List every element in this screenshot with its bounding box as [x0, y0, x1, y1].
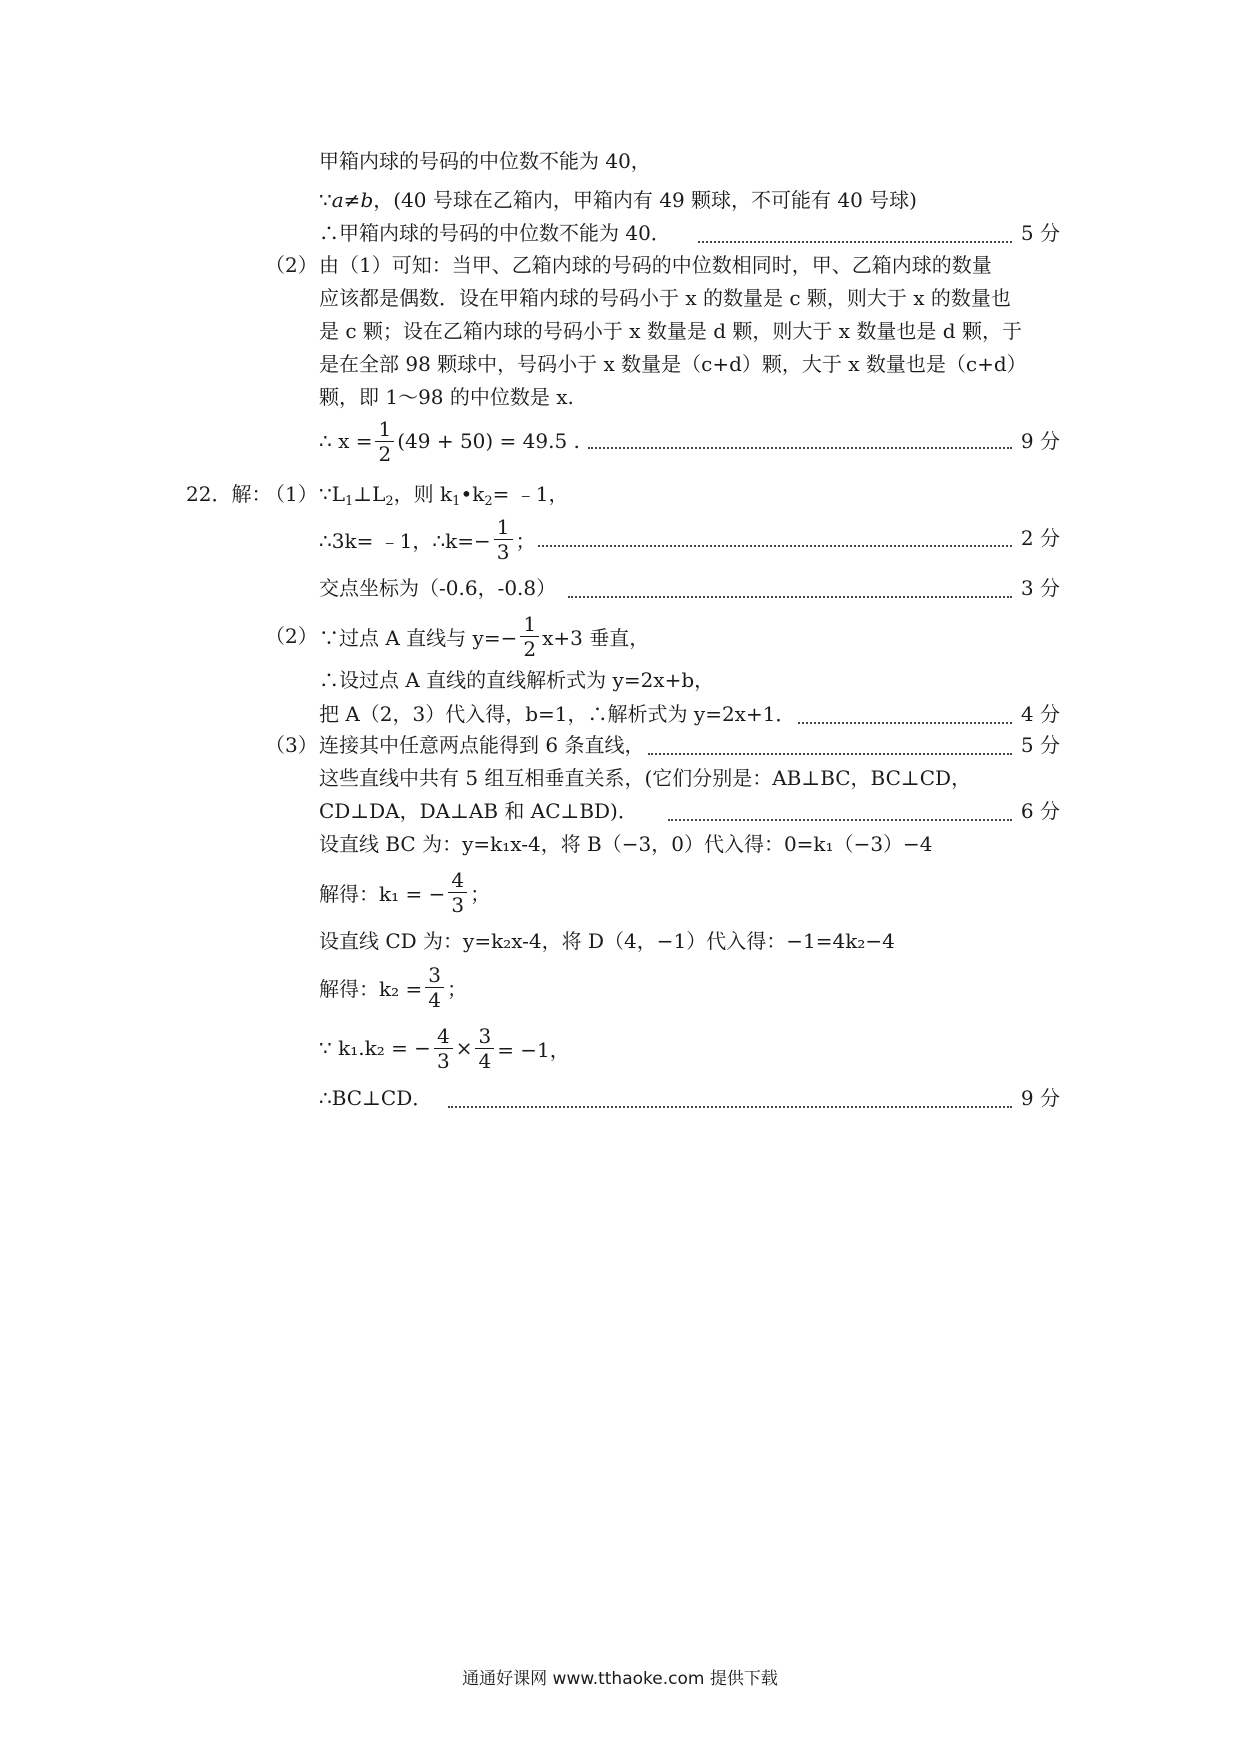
dot-leader	[668, 819, 1012, 821]
score-mark: 2 分	[1020, 526, 1060, 550]
formula-text: ；	[447, 976, 467, 1001]
fraction-numerator: 1	[375, 417, 394, 442]
part-marker: （3）	[265, 733, 318, 757]
formula-text: = −1，	[497, 1037, 570, 1062]
formula-text: 解得：k₁ = −	[319, 881, 446, 906]
score-mark: 9 分	[1020, 429, 1060, 453]
fraction	[475, 1024, 494, 1073]
text-line: ∴BC⊥CD．	[319, 1086, 433, 1110]
dot-leader	[798, 722, 1012, 724]
fraction-denominator: 3	[451, 892, 465, 917]
fraction-numerator: 1	[520, 612, 539, 637]
fraction-denominator: 3	[496, 539, 510, 564]
text-line: 设直线 BC 为：y=k₁x-4，将 B（−3，0）代入得：0=k₁（−3）−4	[319, 832, 933, 856]
neq-symbol: ≠	[343, 188, 361, 212]
fraction	[494, 515, 513, 564]
formula-line	[319, 413, 580, 469]
text-line: 把 A（2，3）代入得，b=1，∴解析式为 y=2x+1．	[319, 702, 796, 726]
fraction-numerator: 1	[494, 515, 513, 540]
subscript: 1	[345, 494, 354, 509]
formula-line	[319, 1022, 570, 1074]
dot-leader	[538, 545, 1012, 547]
subscript: 1	[452, 494, 461, 509]
text-line: 这些直线中共有 5 组互相垂直关系，(它们分别是：AB⊥BC，BC⊥CD，	[319, 766, 972, 790]
text-line: 应该都是偶数．设在甲箱内球的号码小于 x 的数量是 c 颗，则大于 x 的数量也	[319, 286, 1011, 310]
text-line: 交点坐标为（-0.6，-0.8）	[319, 576, 557, 600]
fraction-numerator: 3	[425, 963, 444, 988]
dot-leader	[588, 447, 1012, 449]
score-mark: 5 分	[1020, 221, 1060, 245]
score-mark: 6 分	[1020, 799, 1060, 823]
page-footer: 通通好课网 www.tthaoke.com 提供下载	[462, 1669, 778, 1689]
formula-text: 解得：k₂ =	[319, 976, 423, 1001]
formula-text: ∵ k₁.k₂ = −	[319, 1036, 431, 1060]
formula-text: ∴3k= ﹣1，∴k=−	[319, 528, 491, 553]
text-line	[319, 480, 568, 516]
text-fragment: ⊥L	[353, 482, 386, 506]
text-fragment: •k	[460, 482, 485, 506]
fraction-numerator: 4	[434, 1024, 453, 1049]
text-fragment: ，则 k	[393, 482, 453, 506]
dot-leader	[448, 1106, 1012, 1108]
question-label: 22．解：	[186, 482, 272, 506]
fraction	[448, 868, 467, 917]
score-mark: 3 分	[1020, 576, 1060, 600]
text-line: 甲箱内球的号码的中位数不能为 40，	[319, 149, 651, 173]
times-symbol: ×	[455, 1036, 473, 1060]
dot-leader	[568, 596, 1012, 598]
text-line	[319, 186, 917, 214]
text-line: 是在全部 98 颗球中，号码小于 x 数量是（c+d）颗，大于 x 数量也是（c+d）	[319, 352, 1027, 376]
text-line: 连接其中任意两点能得到 6 条直线，	[319, 733, 645, 757]
formula-line	[319, 961, 467, 1013]
fraction	[375, 417, 394, 466]
part-marker: （2）	[265, 253, 318, 277]
score-mark: 5 分	[1020, 733, 1060, 757]
because-symbol: ∵	[319, 188, 332, 212]
text-fragment: ∵L	[319, 482, 346, 506]
subscript: 2	[484, 494, 493, 509]
text-line: ∴设过点 A 直线的直线解析式为 y=2x+b，	[319, 668, 715, 692]
formula-text: ；	[515, 528, 536, 553]
fraction-denominator: 4	[478, 1048, 492, 1073]
formula-text: ；	[470, 881, 491, 906]
fraction-denominator: 3	[436, 1048, 450, 1073]
text-line: 由（1）可知：当甲、乙箱内球的号码的中位数相同时，甲、乙箱内球的数量	[319, 253, 992, 277]
var-b: b	[360, 188, 374, 212]
text-line: CD⊥DA，DA⊥AB 和 AC⊥BD)．	[319, 799, 638, 823]
fraction	[520, 612, 539, 661]
text-line: 设直线 CD 为：y=k₂x-4，将 D（4，−1）代入得：−1=4k₂−4	[319, 929, 895, 953]
fraction-numerator: 4	[448, 868, 467, 893]
formula-line	[319, 610, 649, 662]
fraction-numerator: 3	[475, 1024, 494, 1049]
text-line: 颗，即 1～98 的中位数是 x.	[319, 385, 574, 409]
formula-text: (49 + 50) = 49.5 .	[397, 429, 580, 453]
score-mark: 4 分	[1020, 702, 1060, 726]
fraction	[425, 963, 444, 1012]
part-marker: （1）	[265, 482, 318, 506]
score-mark: 9 分	[1020, 1086, 1060, 1110]
fraction	[434, 1024, 453, 1073]
dot-leader	[698, 241, 1012, 243]
text-fragment: = ﹣1，	[492, 482, 569, 506]
formula-text: ∵过点 A 直线与 y=−	[319, 625, 518, 650]
text-fragment: ，(40 号球在乙箱内，甲箱内有 49 颗球，不可能有 40 号球)	[373, 188, 917, 212]
formula-line	[319, 513, 536, 565]
formula-text: x+3 垂直，	[542, 625, 650, 650]
text-line: 是 c 颗；设在乙箱内球的号码小于 x 数量是 d 颗，则大于 x 数量也是 d 颗，于	[319, 319, 1022, 343]
fraction-denominator: 2	[523, 636, 537, 661]
fraction-denominator: 2	[378, 441, 392, 466]
var-a: a	[331, 188, 344, 212]
text-line: ∴甲箱内球的号码的中位数不能为 40．	[319, 221, 671, 245]
formula-text: ∴ x =	[319, 429, 373, 453]
part-marker: （2）	[265, 624, 318, 648]
subscript: 2	[385, 494, 394, 509]
fraction-denominator: 4	[428, 987, 441, 1012]
dot-leader	[648, 753, 1012, 755]
formula-line	[319, 866, 490, 918]
